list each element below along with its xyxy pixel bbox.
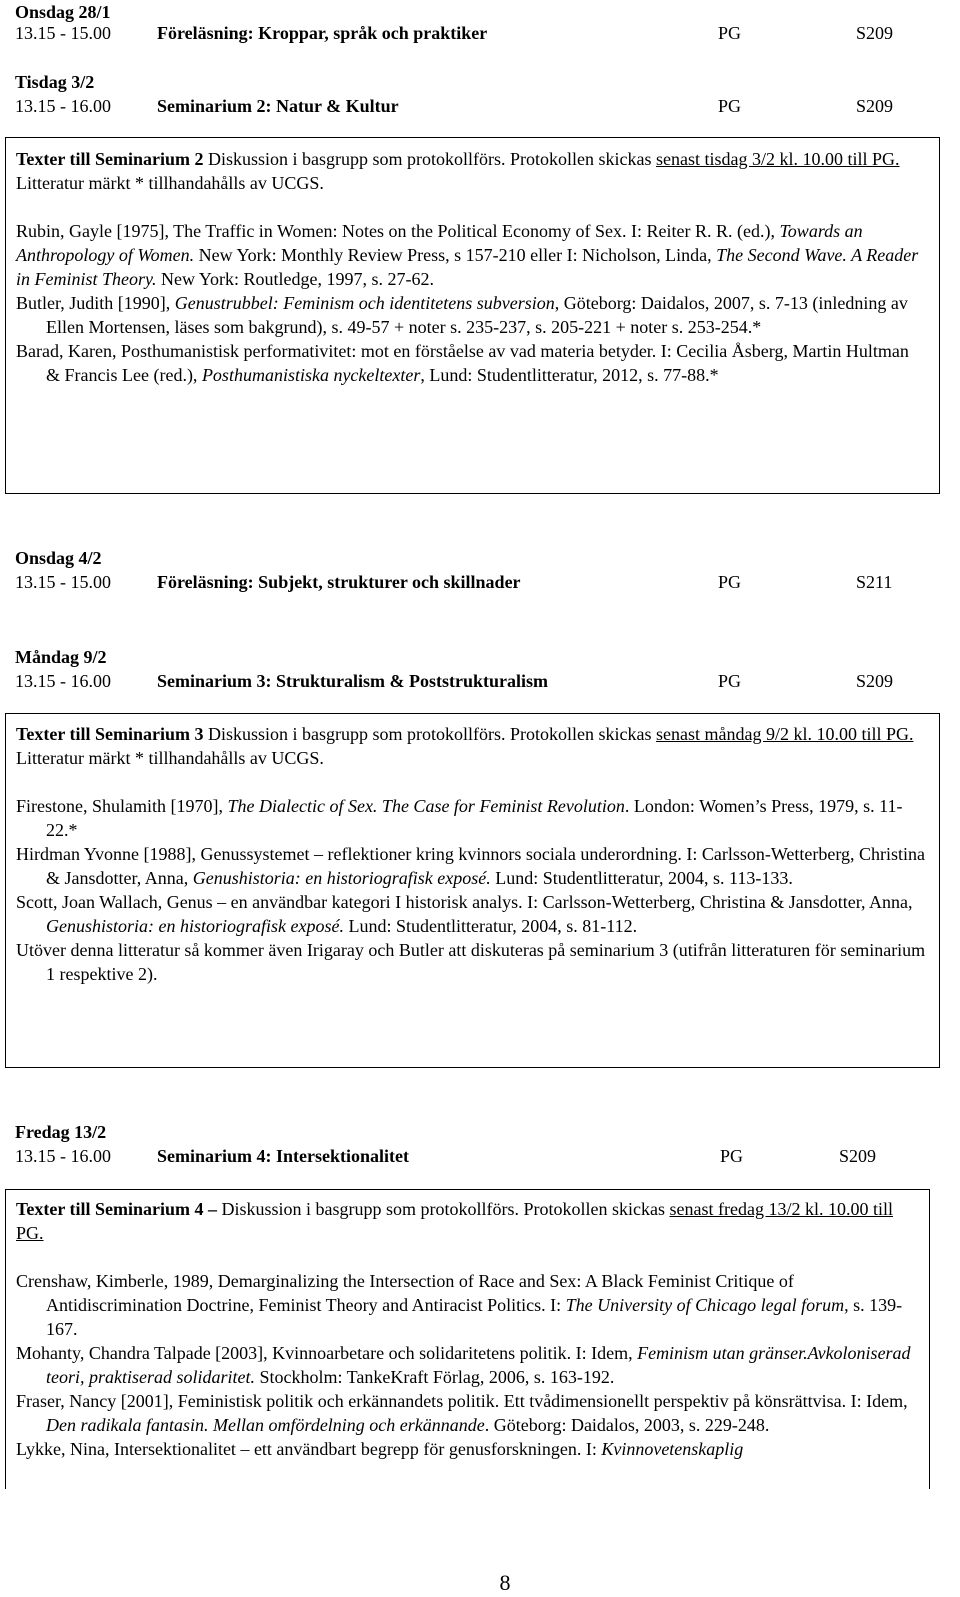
day-heading: Fredag 13/2 <box>15 1122 107 1142</box>
session-lead: PG <box>718 23 742 43</box>
ref-title: The Second Wave. A Reader in Feminist Theory. <box>16 245 919 289</box>
deadline: senast fredag 13/2 kl. 10.00 till PG. <box>16 1199 893 1243</box>
reference <box>16 1269 917 1341</box>
seminar-3-reading-box <box>5 713 940 1068</box>
ref-text: . London: Women’s Press, 1979, s. 11-22.* <box>46 796 903 840</box>
session-room: S209 <box>856 96 894 116</box>
ref-text: Firestone, Shulamith [1970], <box>16 796 228 816</box>
session-time: 13.15 - 16.00 <box>15 671 111 691</box>
ref-title: Genushistoria: en historiografisk exposé. <box>192 868 491 888</box>
session-time: 13.15 - 15.00 <box>15 23 111 43</box>
ref-title: The University of Chicago legal forum <box>565 1295 845 1315</box>
ref-title: Genustrubbel: Feminism och identitetens subversion <box>174 293 555 313</box>
session-lead: PG <box>718 96 742 116</box>
ref-text: Scott, Joan Wallach, Genus – en användbar kategori I historisk analys. I: Carlsson-Wetterberg, Christina & Jansdotter, Anna, <box>16 892 913 912</box>
session-room: S209 <box>839 1146 877 1166</box>
reference <box>16 1341 917 1389</box>
reference <box>16 291 927 339</box>
reference <box>16 842 927 890</box>
ref-text: New York: Routledge, 1997, s. 27-62. <box>156 269 434 289</box>
heading-bold: Texter till Seminarium 4 – <box>16 1199 217 1219</box>
session-room: S209 <box>856 23 894 43</box>
heading-tail: Litteratur märkt * tillhandahålls av UCGS. <box>16 748 324 768</box>
reference <box>16 1389 917 1437</box>
ref-title: The Dialectic of Sex. The Case for Feminist Revolution <box>227 796 625 816</box>
ref-title: Posthumanistiska nyckeltexter <box>201 365 421 385</box>
page-number: 8 <box>499 1570 511 1595</box>
session-lead: PG <box>720 1146 744 1166</box>
day-heading: Måndag 9/2 <box>15 647 107 667</box>
ref-text: Mohanty, Chandra Talpade [2003], Kvinnoarbetare och solidaritetens politik. I: Idem, <box>16 1343 638 1363</box>
schedule-row <box>15 94 915 118</box>
deadline: senast måndag 9/2 kl. 10.00 till PG. <box>656 724 914 744</box>
reading-heading <box>16 147 927 195</box>
ref-text: New York: Monthly Review Press, s 157-210 eller I: Nicholson, Linda, <box>194 245 717 265</box>
ref-text: . Göteborg: Daidalos, 2003, s. 229-248. <box>484 1415 770 1435</box>
session-room: S211 <box>856 572 893 592</box>
reading-heading <box>16 1197 917 1245</box>
reference <box>16 890 927 938</box>
ref-title: Feminism utan gränser.Avkoloniserad teori, praktiserad solidaritet. <box>46 1343 911 1387</box>
heading-text: Diskussion i basgrupp som protokollförs. Protokollen skickas <box>203 149 656 169</box>
reading-heading <box>16 722 927 770</box>
schedule-row <box>15 1144 915 1168</box>
reference <box>16 339 927 387</box>
ref-title: Towards an Anthropology of Women. <box>16 221 863 265</box>
ref-text: , Lund: Studentlitteratur, 2012, s. 77-88.* <box>420 365 719 385</box>
ref-title: Den radikala fantasin. Mellan omfördelning och erkännande <box>46 1415 485 1435</box>
ref-text: Rubin, Gayle [1975], The Traffic in Women: Notes on the Political Economy of Sex. I: Reiter R. R. (ed.), <box>16 221 780 241</box>
session-time: 13.15 - 16.00 <box>15 1146 111 1166</box>
heading-bold: Texter till Seminarium 2 <box>16 149 204 169</box>
reference <box>16 794 927 842</box>
day-heading: Onsdag 4/2 <box>15 548 102 568</box>
session-room: S209 <box>856 671 894 691</box>
reference <box>16 219 927 291</box>
day-heading: Onsdag 28/1 <box>15 2 111 22</box>
session-time: 13.15 - 15.00 <box>15 572 111 592</box>
schedule-row <box>15 669 915 693</box>
ref-text: Hirdman Yvonne [1988], Genussystemet – reflektioner kring kvinnors sociala underordning. I: Carlsson-Wetterberg, Christina & Jansdotter, Anna, <box>16 844 926 888</box>
ref-text: Barad, Karen, Posthumanistisk performativitet: mot en förståelse av vad materia betyder. I: Cecilia Åsberg, Martin Hultman & Francis Lee (red.), <box>16 341 909 385</box>
ref-text: Utöver denna litteratur så kommer även Irigaray och Butler att diskuteras på seminarium 3 (utifrån litteraturen för seminarium 1 respektive 2). <box>16 940 926 984</box>
ref-text: , Göteborg: Daidalos, 2007, s. 7-13 (inledning av Ellen Mortensen, läses som bakgrund), s. 49-57 + noter s. 235-237, s. 205-221 + noter s. 253-254.* <box>46 293 908 337</box>
ref-title: Genushistoria: en historiografisk exposé. <box>46 916 344 936</box>
heading-text: Diskussion i basgrupp som protokollförs. Protokollen skickas <box>203 724 656 744</box>
seminar-2-reading-box <box>5 137 940 494</box>
deadline: senast tisdag 3/2 kl. 10.00 till PG. <box>656 149 900 169</box>
heading-text: Diskussion i basgrupp som protokollförs. Protokollen skickas <box>217 1199 670 1219</box>
session-title: Föreläsning: Kroppar, språk och praktiker <box>157 23 488 43</box>
session-lead: PG <box>718 671 742 691</box>
ref-title: Kvinnovetenskaplig <box>601 1439 744 1459</box>
session-title: Seminarium 2: Natur & Kultur <box>157 96 399 116</box>
ref-text: Lund: Studentlitteratur, 2004, s. 81-112. <box>343 916 638 936</box>
session-title: Seminarium 3: Strukturalism & Poststrukturalism <box>157 671 548 691</box>
day-heading: Tisdag 3/2 <box>15 72 95 92</box>
ref-text: Lund: Studentlitteratur, 2004, s. 113-133. <box>490 868 793 888</box>
schedule-row <box>15 21 915 45</box>
session-lead: PG <box>718 572 742 592</box>
schedule-row <box>15 570 915 594</box>
ref-text: Butler, Judith [1990], <box>16 293 175 313</box>
session-time: 13.15 - 16.00 <box>15 96 111 116</box>
session-title: Seminarium 4: Intersektionalitet <box>157 1146 409 1166</box>
seminar-4-reading-box <box>5 1189 930 1489</box>
ref-text: Fraser, Nancy [2001], Feministisk politik och erkännandets politik. Ett tvådimensionellt perspektiv på könsrättvisa. I: Idem, <box>16 1391 908 1411</box>
ref-text: Lykke, Nina, Intersektionalitet – ett användbart begrepp för genusforskningen. I: <box>16 1439 602 1459</box>
ref-text: , s. 139-167. <box>46 1295 903 1339</box>
ref-text: Stockholm: TankeKraft Förlag, 2006, s. 163-192. <box>255 1367 615 1387</box>
reference <box>16 938 927 986</box>
session-title: Föreläsning: Subjekt, strukturer och skillnader <box>157 572 521 592</box>
reference <box>16 1437 917 1461</box>
ref-text: Crenshaw, Kimberle, 1989, Demarginalizing the Intersection of Race and Sex: A Black Feminist Critique of Antidiscrimination Doctrine, Feminist Theory and Antiracist Politics. I: <box>16 1271 794 1315</box>
heading-bold: Texter till Seminarium 3 <box>16 724 204 744</box>
heading-tail: Litteratur märkt * tillhandahålls av UCGS. <box>16 173 324 193</box>
